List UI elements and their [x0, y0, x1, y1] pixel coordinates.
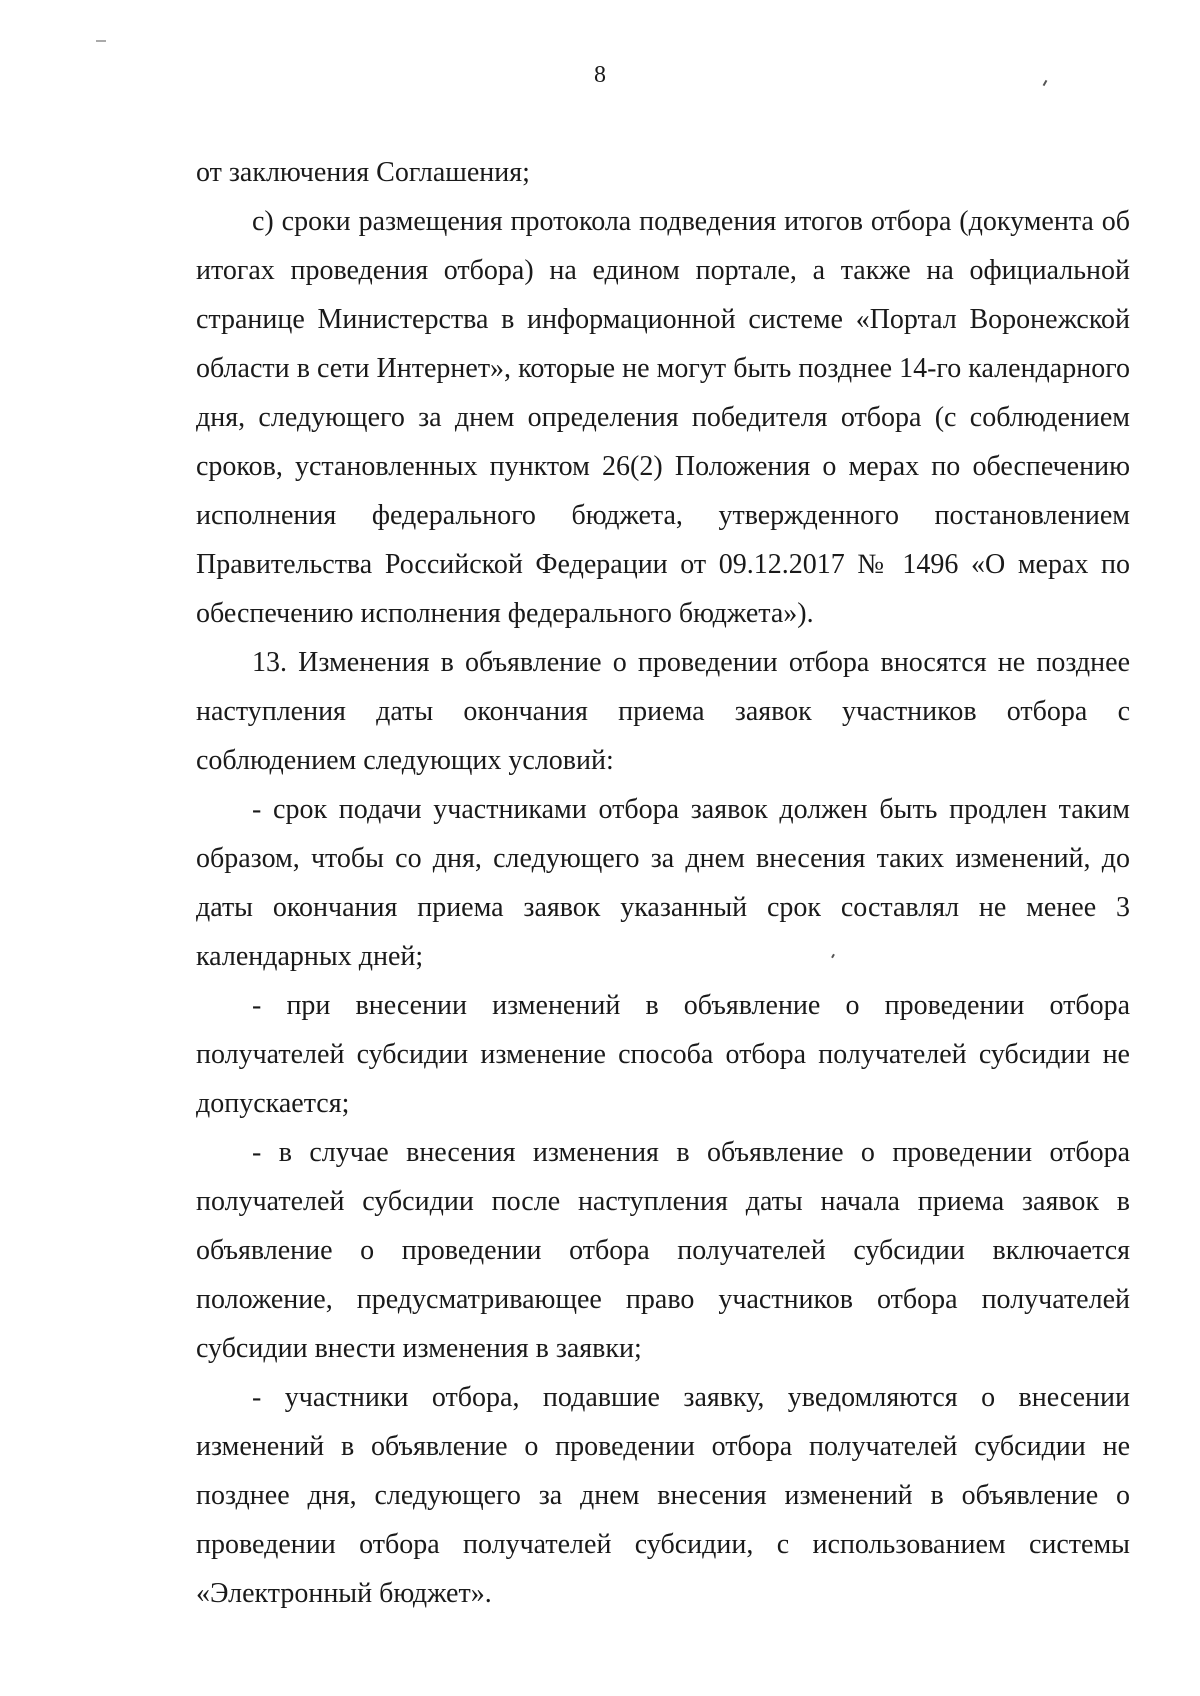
paragraph-clause-c: с) сроки размещения протокола подведения итогов отбора (документа об итогах проведения отбора) на едином портале, а также на официальной странице Министерства в информационной системе «Портал Воронежской области в сети Интернет», которые не могут быть позднее 14-го календарного дня, следующего за днем определения победителя отбора (с соблюдением сроков, установленных пунктом 26(2) Положения о мерах по обеспечению исполнения федерального бюджета, утвержденного постановлением Правительства Российской Федерации от 09.12.2017 № 1496 «О мерах по обеспечению исполнения федерального бюджета»).: [196, 206, 1130, 629]
list-item-right-to-amend: - в случае внесения изменения в объявление о проведении отбора получателей субсидии после наступления даты начала приема заявок в объявление о проведении отбора получателей субсидии включается положение, предусматривающее право участников отбора получателей субсидии внести изменения в заявки;: [196, 1137, 1130, 1364]
page-number: 8: [594, 62, 606, 88]
list-item-notification: - участники отбора, подавшие заявку, уведомляются о внесении изменений в объявление о проведении отбора получателей субсидии не позднее дня, следующего за днем внесения изменений в объявление о проведении отбора получателей субсидии, с использованием системы «Электронный бюджет».: [196, 1382, 1130, 1609]
paragraph-continuation: от заключения Соглашения;: [196, 157, 530, 188]
list-item-term-extension: - срок подачи участниками отбора заявок должен быть продлен таким образом, чтобы со дня, следующего за днем внесения таких изменений, до даты окончания приема заявок указанный срок составлял не менее 3 календарных дней;: [196, 794, 1130, 972]
document-body: [196, 148, 1130, 1618]
scan-speck: [96, 40, 106, 42]
paragraph-clause-13: 13. Изменения в объявление о проведении отбора вносятся не позднее наступления даты окончания приема заявок участников отбора с соблюдением следующих условий:: [196, 647, 1130, 776]
list-item-method-unchanged: - при внесении изменений в объявление о проведении отбора получателей субсидии изменение способа отбора получателей субсидии не допускается;: [196, 990, 1130, 1119]
